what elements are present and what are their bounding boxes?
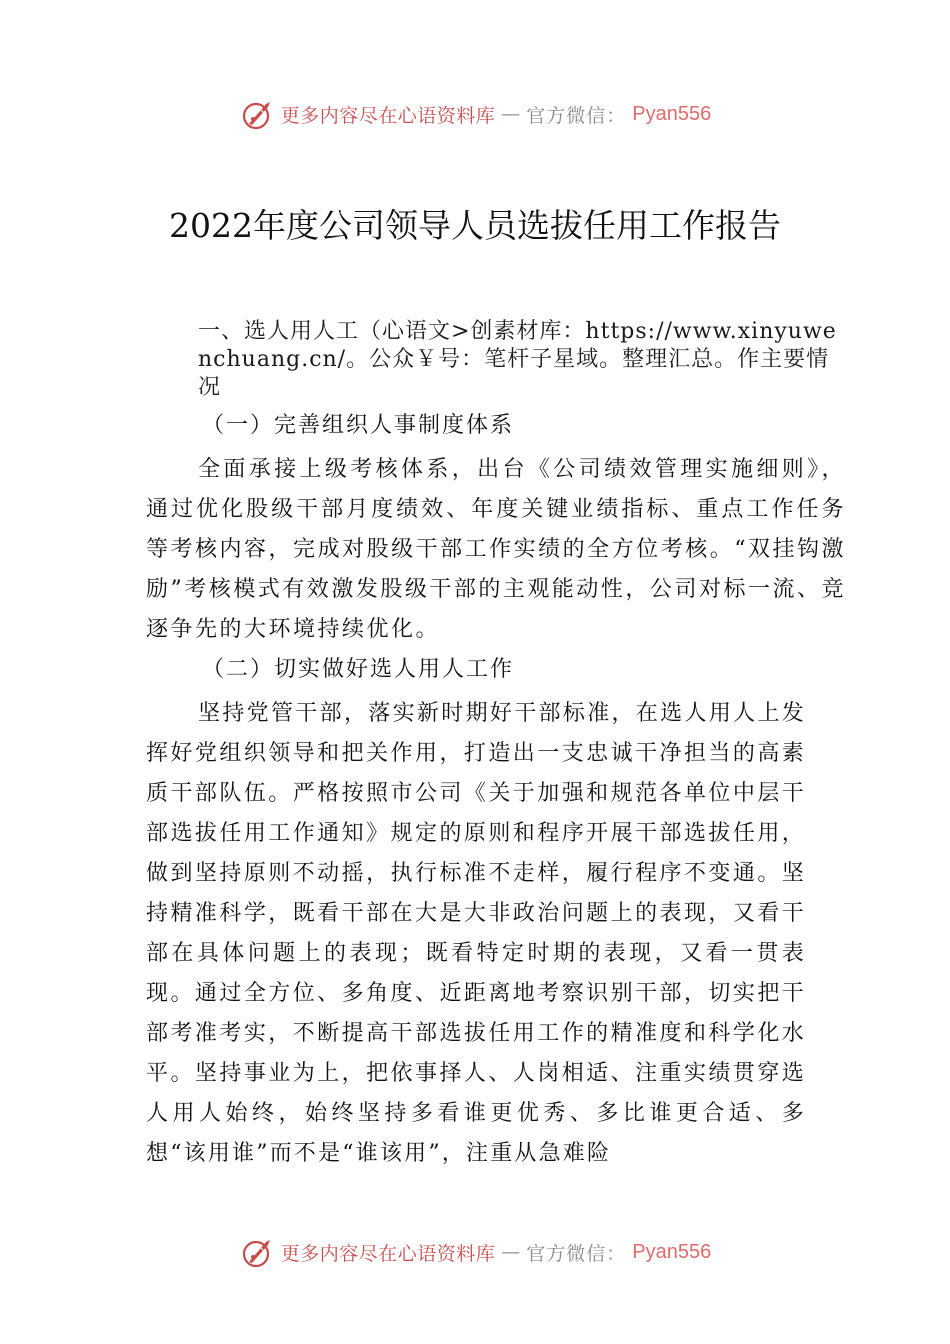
banner-separator: —: [501, 103, 521, 125]
section-heading-1: （一）完善组织人事制度体系: [202, 413, 515, 438]
footer-banner: [0, 1232, 950, 1272]
section-heading-2: （二）切实做好选人用人工作: [202, 657, 515, 682]
document-title: 2022年度公司领导人员选拔任用工作报告: [169, 206, 781, 245]
banner-wechat-id: Pyan556: [632, 102, 712, 125]
quill-pen-circle-icon: [239, 96, 275, 132]
section-paragraph-2: 坚持党管干部，落实新时期好干部标准，在选人用人上发挥好党组织领导和把关作用，打造出一支忠诚干净担当的高素质干部队伍。严格按照市公司《关于加强和规范各单位中层干部选拔任用工作通知》规定的原则和程序开展干部选拔任用，做到坚持原则不动摇，执行标准不走样，履行程序不变通。坚持精准科学，既看干部在大是大非政治问题上的表现，又看干部在具体问题上的表现；既看特定时期的表现，又看一贯表现。通过全方位、多角度、近距离地考察识别干部，切实把干部考准考实，不断提高干部选拔任用工作的精准度和科学化水平。坚持事业为上，把依事择人、人岗相适、注重实绩贯穿选人用人始终，始终坚持多看谁更优秀、多比谁更合适、多想“该用谁”而不是“谁该用”，注重从急难险: [146, 701, 806, 1166]
document-body: [146, 318, 846, 1176]
header-banner: [0, 94, 950, 134]
banner-separator: —: [501, 1241, 521, 1263]
banner-slogan: 更多内容尽在心语资料库: [280, 104, 496, 127]
banner-slogan: 更多内容尽在心语资料库: [280, 1242, 496, 1265]
intro-paragraph: 一、选人用人工（心语文>创素材库：https://www.xinyuwenchuang.cn/。公众￥号：笔杆子星域。整理汇总。作主要情况: [198, 319, 837, 400]
banner-wechat-id: Pyan556: [632, 1240, 712, 1263]
quill-pen-circle-icon: [239, 1234, 275, 1270]
banner-wechat-label: 官方微信：: [526, 1242, 627, 1265]
banner-wechat-label: 官方微信：: [526, 104, 627, 127]
section-paragraph-1: 全面承接上级考核体系，出台《公司绩效管理实施细则》，通过优化股级干部月度绩效、年度关键业绩指标、重点工作任务等考核内容，完成对股级干部工作实绩的全方位考核。“双挂钩激励”考核模式有效激发股级干部的主观能动性，公司对标一流、竞逐争先的大环境持续优化。: [146, 457, 846, 642]
